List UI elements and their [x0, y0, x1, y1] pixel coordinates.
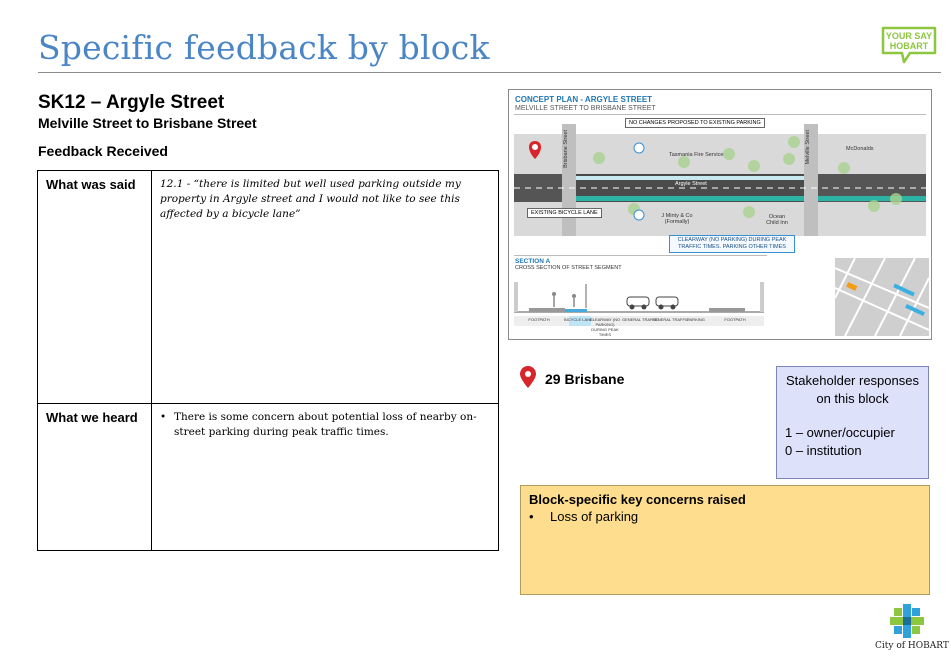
section-a-subtitle: CROSS SECTION OF STREET SEGMENT: [515, 265, 622, 271]
section-label: PARKING: [687, 317, 705, 322]
concept-plan-subtitle: MELVILLE STREET TO BRISBANE STREET: [515, 105, 656, 112]
no-changes-note: NO CHANGES PROPOSED TO EXISTING PARKING: [625, 118, 765, 128]
section-label: FOOTPATH: [528, 317, 550, 322]
label-ocean-child-inn: Ocean Child Inn: [766, 214, 788, 226]
section-label: CLEARWAY (NO PARKING) DURING PEAK TIMES: [589, 317, 621, 337]
slide-title: Specific feedback by block: [38, 28, 490, 67]
what-we-heard-content: [152, 404, 499, 551]
svg-text:HOBART: HOBART: [889, 41, 929, 51]
section-label: GENERAL TRAFFIC: [652, 317, 689, 322]
svg-text:YOUR SAY: YOUR SAY: [885, 31, 933, 41]
section-label: BICYCLE LANE: [564, 317, 593, 322]
city-of-hobart-text: City of HOBART: [875, 641, 949, 651]
label-brisbane-street: Brisbane Street: [563, 130, 569, 168]
location-label: 29 Brisbane: [545, 371, 625, 387]
city-of-hobart-logo: [890, 604, 924, 638]
street-plan-drawing: [514, 124, 926, 236]
title-divider: [38, 72, 941, 73]
row-label-what-we-heard: What we heard: [38, 404, 152, 551]
label-mcdonalds: McDonalds: [846, 146, 874, 152]
clearway-note: CLEARWAY (NO PARKING) DURING PEAK TRAFFIC TIMES. PARKING OTHER TIMES: [669, 235, 795, 253]
section-label: GENERAL TRAFFIC: [622, 317, 659, 322]
section-label: FOOTPATH: [724, 317, 746, 322]
stakeholder-heading-line2: on this block: [816, 391, 889, 406]
label-melville-street: Melville Street: [805, 130, 811, 165]
existing-bicycle-lane-note: EXISTING BICYCLE LANE: [527, 208, 602, 218]
concept-plan-title: CONCEPT PLAN - ARGYLE STREET: [515, 95, 653, 104]
stakeholder-responses-box: [776, 366, 929, 479]
plan-divider: [514, 114, 926, 115]
your-say-hobart-logo: [880, 25, 938, 65]
block-title: SK12 – Argyle Street: [38, 92, 225, 113]
section-a-title: SECTION A: [515, 258, 551, 265]
section-divider: [514, 255, 767, 256]
row-label-what-was-said: What was said: [38, 171, 152, 404]
locator-map: [835, 258, 929, 336]
key-concerns-box: [520, 485, 930, 595]
stakeholder-count-institution: 0 – institution: [785, 443, 862, 458]
concept-plan-figure: [508, 89, 932, 340]
list-item: • There is some concern about potential loss of nearby on-street parking during peak traffic times.: [174, 410, 490, 440]
table-row: [38, 404, 499, 551]
section-labels: [514, 317, 766, 337]
feedback-received-label: Feedback Received: [38, 143, 168, 159]
label-tasmania-fire-service: Tasmania Fire Service: [669, 152, 724, 158]
key-concerns-heading: Block-specific key concerns raised: [529, 492, 746, 507]
map-pin-icon: [520, 366, 536, 388]
feedback-table: [37, 170, 499, 551]
block-subtitle: Melville Street to Brisbane Street: [38, 115, 257, 131]
table-row: [38, 171, 499, 404]
what-was-said-content: 12.1 - “there is limited but well used parking outside my property in Argyle street and I would not like to see this affected by a bicycle lane”: [152, 171, 499, 404]
stakeholder-heading-line1: Stakeholder responses: [786, 373, 919, 388]
label-argyle-street: Argyle Street: [675, 181, 707, 187]
list-item: • Loss of parking: [529, 508, 921, 525]
stakeholder-count-owner: 1 – owner/occupier: [785, 425, 895, 440]
label-j-minty: J Minty & Co (Formally): [661, 213, 693, 225]
